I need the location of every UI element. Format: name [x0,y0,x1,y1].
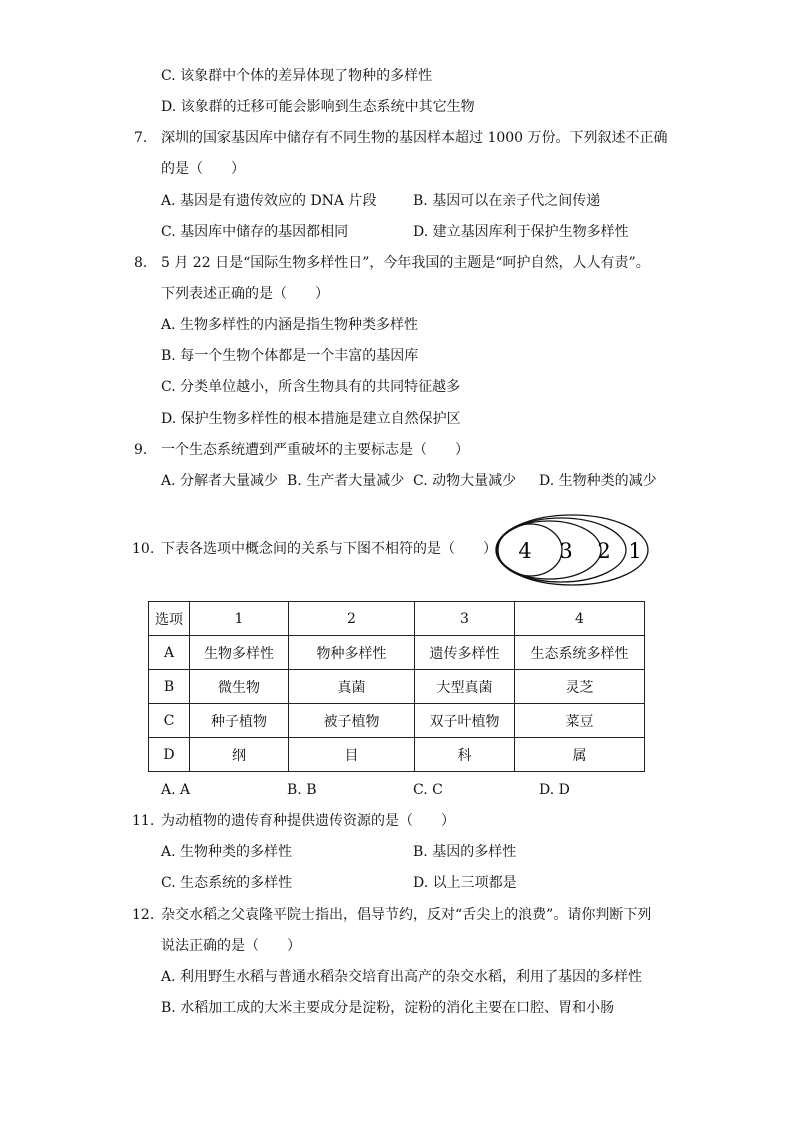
q7-option-c: C. 基因库中储存的基因都相同 [161,224,349,240]
nested-concept-diagram [494,513,652,587]
q10-option-d: D. D [539,782,570,798]
table-cell: 物种多样性 [289,636,415,670]
table-row [149,704,645,738]
q11-option-b: B. 基因的多样性 [413,844,517,860]
q9-option-a: A. 分解者大量减少 [161,473,279,489]
q10-option-a: A. A [161,782,191,798]
table-cell: 目 [289,738,415,772]
table-cell: 菜豆 [515,704,645,738]
table-cell: 遗传多样性 [415,636,515,670]
q8-option-a: A. 生物多样性的内涵是指生物种类多样性 [161,317,419,333]
table-header-cell: 2 [289,602,415,636]
table-cell: 生态系统多样性 [515,636,645,670]
q8-number: 8. [134,255,148,271]
table-cell: 生物多样性 [190,636,289,670]
q8-option-d: D. 保护生物多样性的根本措施是建立自然保护区 [161,411,461,427]
q11-number: 11. [132,813,155,829]
q12-number: 12. [132,907,155,923]
table-cell: 属 [515,738,645,772]
q7-stem: 深圳的国家基因库中储存有不同生物的基因样本超过 1000 万份。下列叙述不正确 [161,130,668,146]
q9-stem: 一个生态系统遭到严重破坏的主要标志是（ ） [161,442,469,458]
circle-label-3: 3 [559,539,573,563]
table-cell: D [149,738,190,772]
q7-number: 7. [134,130,148,146]
table-row [149,738,645,772]
table-cell: 纲 [190,738,289,772]
table-row [149,670,645,704]
q6-option-c: C. 该象群中个体的差异体现了物种的多样性 [161,68,433,84]
q9-number: 9. [134,442,148,458]
table-cell: A [149,636,190,670]
circle-label-1: 1 [628,539,642,563]
q7-option-b: B. 基因可以在亲子代之间传递 [413,193,601,209]
table-cell: 被子植物 [289,704,415,738]
q9-option-b: B. 生产者大量减少 [287,473,405,489]
q8-stem-cont: 下列表述正确的是（ ） [161,286,329,302]
table-cell: 微生物 [190,670,289,704]
q12-stem-cont: 说法正确的是（ ） [161,938,301,954]
q8-option-b: B. 每一个生物个体都是一个丰富的基因库 [161,348,419,364]
q8-option-c: C. 分类单位越小，所含生物具有的共同特征越多 [161,379,461,395]
q12-option-a: A. 利用野生水稻与普通水稻杂交培育出高产的杂交水稻，利用了基因的多样性 [161,969,643,985]
q10-option-c: C. C [413,782,443,798]
q11-option-c: C. 生态系统的多样性 [161,875,293,891]
table-cell: C [149,704,190,738]
table-cell: B [149,670,190,704]
q7-stem-cont: 的是（ ） [161,161,245,177]
circle-label-2: 2 [597,539,611,563]
q11-stem: 为动植物的遗传育种提供遗传资源的是（ ） [161,813,455,829]
q6-option-d: D. 该象群的迁移可能会影响到生态系统中其它生物 [161,99,475,115]
table-row [149,636,645,670]
table-header-cell: 1 [190,602,289,636]
q8-stem: 5 月 22 日是“国际生物多样性日”，今年我国的主题是“呵护自然，人人有责”。 [161,255,650,271]
table-header-row [149,602,645,636]
q11-option-d: D. 以上三项都是 [413,875,517,891]
q10-number: 10. [132,541,155,557]
q10-option-b: B. B [287,782,317,798]
table-header-cell: 选项 [149,602,190,636]
circle-label-4: 4 [518,539,532,563]
q7-option-a: A. 基因是有遗传效应的 DNA 片段 [161,193,377,209]
q9-option-d: D. 生物种类的减少 [539,473,657,489]
table-cell: 灵芝 [515,670,645,704]
q12-stem: 杂交水稻之父袁隆平院士指出，倡导节约，反对“舌尖上的浪费”。请你判断下列 [161,907,652,923]
q12-option-b: B. 水稻加工成的大米主要成分是淀粉，淀粉的消化主要在口腔、胃和小肠 [161,1000,615,1016]
q9-option-c: C. 动物大量减少 [413,473,517,489]
table-cell: 科 [415,738,515,772]
table-cell: 种子植物 [190,704,289,738]
concept-table [148,601,645,772]
q7-option-d: D. 建立基因库利于保护生物多样性 [413,224,629,240]
q10-stem: 下表各选项中概念间的关系与下图不相符的是（ ） [161,541,497,557]
q11-option-a: A. 生物种类的多样性 [161,844,293,860]
table-cell: 大型真菌 [415,670,515,704]
table-header-cell: 4 [515,602,645,636]
table-header-cell: 3 [415,602,515,636]
table-cell: 真菌 [289,670,415,704]
table-cell: 双子叶植物 [415,704,515,738]
